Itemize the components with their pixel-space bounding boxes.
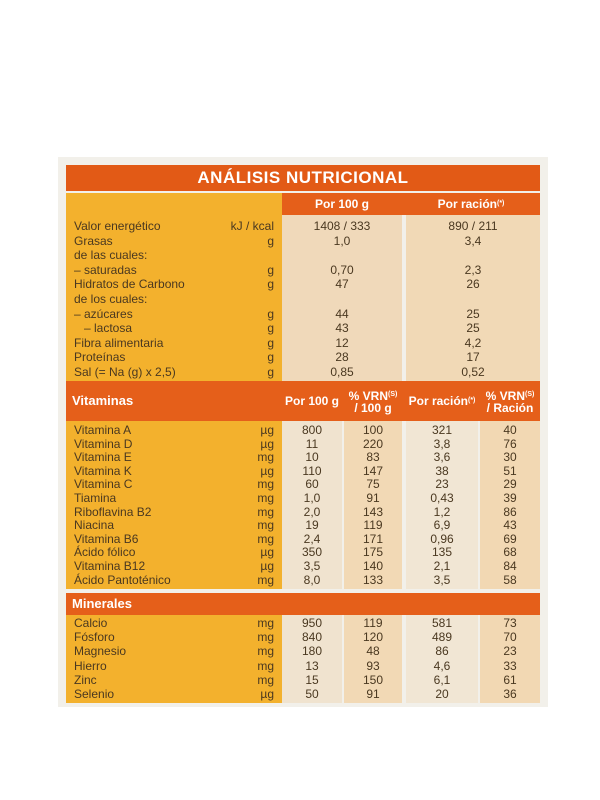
value-per-racion: 6,1 <box>433 672 451 687</box>
value-per-racion: 38 <box>435 463 449 478</box>
nutrient-label: Grasas <box>74 233 113 248</box>
nutrient-label: Vitamina E <box>74 450 132 465</box>
vrn-per-100g: 119 <box>363 616 383 630</box>
vrn-per-100g: 93 <box>366 658 380 673</box>
vit-col-por-100g: Por 100 g <box>284 394 340 408</box>
nutrient-label: Ácido Pantoténico <box>74 572 171 587</box>
minerales-header: Minerales <box>72 596 132 611</box>
vrn-per-racion: 70 <box>503 630 517 645</box>
value-per-100g: 11 <box>305 436 319 451</box>
nutrient-unit: mg <box>257 644 274 659</box>
value-per-racion: 890 / 211 <box>448 219 498 233</box>
vrn-per-100g: 143 <box>362 504 384 519</box>
nutrient-label: Magnesio <box>74 644 127 659</box>
value-per-100g: 2,0 <box>303 504 321 519</box>
vrn-per-100g: 220 <box>362 436 384 451</box>
nutrient-unit: g <box>267 365 274 379</box>
nutrient-label: Vitamina D <box>74 436 133 451</box>
value-per-racion: 321 <box>431 423 453 437</box>
value-per-100g: 50 <box>305 687 319 701</box>
col-por-100g: Por 100 g <box>314 197 370 211</box>
vit-col-vrn-100g: % $VRN^{(S)}$ / 100 g <box>348 388 398 415</box>
value-per-racion: 4,6 <box>433 658 451 673</box>
nutrient-unit: mg <box>257 672 274 687</box>
nutrient-label: Riboflavina B2 <box>74 504 152 519</box>
vrn-per-100g: 48 <box>366 644 380 659</box>
general-header-band <box>66 193 282 215</box>
value-per-racion: 581 <box>431 616 453 630</box>
nutrient-label: – lactosa <box>84 321 133 336</box>
vrn-per-100g: 140 <box>362 559 384 573</box>
vrn-per-racion: 33 <box>503 658 517 673</box>
vrn-per-100g: 100 <box>362 423 384 437</box>
nutrient-label: – saturadas <box>74 262 137 277</box>
value-per-100g: 28 <box>335 350 349 365</box>
vrn-per-racion: 51 <box>503 463 517 478</box>
value-per-racion: 25 <box>466 306 480 321</box>
value-per-100g: 60 <box>305 477 319 492</box>
nutrient-unit: mg <box>257 477 274 492</box>
vrn-per-100g: 150 <box>362 672 384 687</box>
vitaminas-header: Vitaminas <box>72 393 134 408</box>
nutrient-unit: µg <box>260 423 274 437</box>
vrn-per-racion: 68 <box>503 545 517 560</box>
value-per-racion: 2,1 <box>433 559 451 573</box>
nutrient-unit: µg <box>260 559 274 573</box>
value-per-racion: 0,96 <box>430 531 454 546</box>
value-per-racion: 3,8 <box>433 436 451 451</box>
vrn-per-racion: 23 <box>503 644 517 659</box>
value-per-racion: 3,6 <box>433 450 451 465</box>
nutrient-label: Selenio <box>74 687 115 701</box>
col-por-racion: Por ración (*) <box>437 197 505 211</box>
vit-col-vrn-racion: % $VRN^{(S)}$ / Ración <box>485 388 535 415</box>
nutrient-unit: mg <box>257 531 274 546</box>
vrn-per-100g: 133 <box>362 572 384 587</box>
value-per-100g: 13 <box>305 658 319 673</box>
nutrient-unit: µg <box>260 463 274 478</box>
value-per-racion: 86 <box>435 644 449 659</box>
vrn-per-racion: 40 <box>503 423 517 437</box>
nutrient-label: Calcio <box>74 616 108 630</box>
value-per-100g: 1408 / 333 <box>313 219 371 233</box>
nutrient-unit: g <box>267 233 274 248</box>
nutrient-unit: g <box>267 321 274 336</box>
vrn-per-racion: 36 <box>503 687 517 701</box>
nutrient-unit: g <box>267 262 274 277</box>
nutrient-unit: µg <box>260 436 274 451</box>
value-per-100g: 10 <box>305 450 319 465</box>
nutrient-unit: g <box>267 277 274 292</box>
nutrient-label: Hierro <box>74 658 107 673</box>
vrn-per-100g: 147 <box>362 463 384 478</box>
nutrient-unit: µg <box>260 545 274 560</box>
nutrient-label: de las cuales: <box>74 248 148 263</box>
value-per-100g: 8,0 <box>303 572 321 587</box>
value-per-racion: 26 <box>466 277 480 292</box>
vrn-per-racion: 39 <box>503 491 517 505</box>
nutrient-label: – azúcares <box>74 306 133 321</box>
nutrient-label: Fibra alimentaria <box>74 335 164 350</box>
table-title: ANÁLISIS NUTRICIONAL <box>66 165 540 191</box>
vrn-per-racion: 69 <box>503 531 517 546</box>
value-per-racion: 23 <box>435 477 449 492</box>
vrn-per-racion: 84 <box>503 559 517 573</box>
value-per-100g: 1,0 <box>303 491 321 505</box>
nutrient-label: Vitamina K <box>74 463 132 478</box>
vrn-per-100g: 75 <box>366 477 380 492</box>
vrn-per-racion: 29 <box>503 477 517 492</box>
nutrient-label: Ácido fólico <box>74 545 136 560</box>
vrn-per-racion: 61 <box>503 672 517 687</box>
value-per-racion: 135 <box>431 545 453 560</box>
value-per-racion: 25 <box>466 321 480 336</box>
value-per-100g: 800 <box>301 423 323 437</box>
value-per-racion: 489 <box>431 630 453 645</box>
nutrient-unit: g <box>267 350 274 365</box>
value-per-racion: 17 <box>466 350 480 365</box>
vrn-per-racion: 58 <box>503 572 517 587</box>
value-per-100g: 110 <box>302 463 322 478</box>
nutrient-label: Vitamina C <box>74 477 133 492</box>
nutrient-unit: µg <box>260 687 274 701</box>
value-per-racion: 6,9 <box>433 518 451 533</box>
value-per-100g: 2,4 <box>303 531 321 546</box>
nutrient-label: Vitamina A <box>74 423 132 437</box>
value-per-racion: 3,4 <box>464 233 482 248</box>
nutrient-unit: mg <box>257 658 274 673</box>
value-per-100g: 0,70 <box>330 262 354 277</box>
value-per-100g: 950 <box>301 616 323 630</box>
value-per-racion: 3,5 <box>433 572 451 587</box>
value-per-100g: 0,85 <box>330 365 354 379</box>
value-per-100g: 47 <box>335 277 349 292</box>
nutrient-label: Sal (= Na (g) x 2,5) <box>74 365 176 379</box>
vit-col-por-racion: Por ración (*) <box>408 394 476 408</box>
value-per-100g: 43 <box>335 321 349 336</box>
nutrient-label: de los cuales: <box>74 292 148 306</box>
nutrient-label: Vitamina B12 <box>74 559 146 573</box>
value-per-racion: 20 <box>435 687 449 701</box>
nutrient-unit: mg <box>257 630 274 645</box>
nutrient-unit: mg <box>257 572 274 587</box>
value-per-100g: 350 <box>301 545 323 560</box>
value-per-100g: 15 <box>305 672 319 687</box>
vrn-per-100g: 91 <box>366 491 380 505</box>
nutrient-unit: g <box>267 306 274 321</box>
nutrient-unit: mg <box>257 450 274 465</box>
nutrient-unit: mg <box>257 616 274 630</box>
vrn-per-100g: 175 <box>362 545 384 560</box>
nutrient-label: Zinc <box>74 672 97 687</box>
value-per-100g: 840 <box>301 630 323 645</box>
vrn-per-racion: 43 <box>503 518 517 533</box>
nutrient-unit: mg <box>257 518 274 533</box>
value-per-100g: 12 <box>335 335 349 350</box>
nutrient-label: Fósforo <box>74 630 115 645</box>
nutrient-label: Tiamina <box>74 491 117 505</box>
nutrient-unit: mg <box>257 504 274 519</box>
vrn-per-racion: 76 <box>503 436 517 451</box>
value-per-100g: 44 <box>335 306 349 321</box>
vrn-per-100g: 91 <box>366 687 380 701</box>
value-per-100g: 3,5 <box>303 559 321 573</box>
vrn-per-racion: 30 <box>503 450 517 465</box>
value-per-racion: 0,52 <box>461 365 485 379</box>
nutrition-table <box>58 157 548 707</box>
nutrient-unit: mg <box>257 491 274 505</box>
vrn-per-100g: 119 <box>363 518 383 533</box>
value-per-racion: 2,3 <box>464 262 482 277</box>
vrn-per-100g: 171 <box>362 531 384 546</box>
nutrient-label: Hidratos de Carbono <box>74 277 185 292</box>
nutrient-label: Proteínas <box>74 350 126 365</box>
nutrient-label: Valor energético <box>74 219 161 233</box>
value-per-100g: 19 <box>305 518 319 533</box>
vrn-per-racion: 73 <box>503 616 517 630</box>
nutrient-label: Niacina <box>74 518 115 533</box>
vrn-per-racion: 86 <box>503 504 517 519</box>
value-per-racion: 0,43 <box>430 491 454 505</box>
value-per-racion: 1,2 <box>433 504 451 519</box>
value-per-100g: 1,0 <box>333 233 351 248</box>
vrn-per-100g: 83 <box>366 450 380 465</box>
nutrient-unit: kJ / kcal <box>230 219 274 233</box>
nutrient-label: Vitamina B6 <box>74 531 139 546</box>
vrn-per-100g: 120 <box>362 630 384 645</box>
value-per-100g: 180 <box>301 644 323 659</box>
nutrient-unit: g <box>267 335 274 350</box>
value-per-racion: 4,2 <box>464 335 482 350</box>
